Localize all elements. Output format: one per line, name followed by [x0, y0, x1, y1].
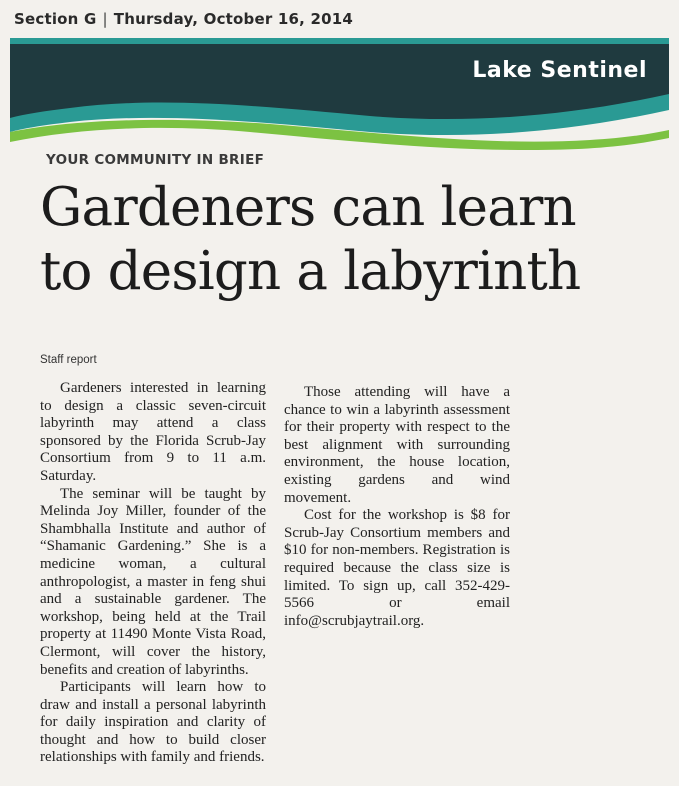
headline-line-1: Gardeners can learn: [40, 177, 576, 238]
dateline-separator: |: [102, 10, 108, 28]
top-rule: [10, 38, 669, 44]
article-headline: [40, 176, 660, 304]
dateline: [14, 10, 353, 28]
section-label: Section G: [14, 10, 97, 28]
byline: Staff report: [40, 354, 97, 366]
section-kicker: YOUR COMMUNITY IN BRIEF: [46, 152, 265, 168]
article-column-1: [40, 380, 266, 767]
paragraph: Gardeners interested in learning to design a classic seven-circuit labyrinth may attend a class sponsored by the Florida Scrub-Jay Consortium from 9 to 11 a.m. Saturday.: [40, 380, 266, 484]
article-column-2: [284, 384, 510, 630]
wave-graphic: [10, 36, 669, 156]
publication-date: Thursday, October 16, 2014: [113, 10, 354, 28]
paragraph: Cost for the workshop is $8 for Scrub-Jay Consortium members and $10 for non-members. Registration is required because the class size is limited. To sign up, call 352-429-5566 or email info@scrubjaytrail.org.: [284, 507, 510, 629]
headline-line-2: to design a labyrinth: [40, 241, 581, 302]
publication-name: Lake Sentinel: [472, 58, 647, 83]
paragraph: Participants will learn how to draw and install a personal labyrinth for daily inspiration and clarity of thought and how to build closer relationships with family and friends.: [40, 679, 266, 766]
paragraph: The seminar will be taught by Melinda Joy Miller, founder of the Shambhalla Institute and author of “Shamanic Gardening.” She is a medicine woman, a cultural anthropologist, a master in feng shui and a sustainable gardener. The workshop, being held at the Trail property at 11490 Monte Vista Road, Clermont, will cover the history, benefits and creation of labyrinths.: [40, 485, 266, 678]
paragraph: Those attending will have a chance to win a labyrinth assessment for their property with respect to the best alignment with surrounding environment, the house location, existing gardens and wind movement.: [284, 384, 510, 506]
masthead-banner: [10, 36, 669, 156]
